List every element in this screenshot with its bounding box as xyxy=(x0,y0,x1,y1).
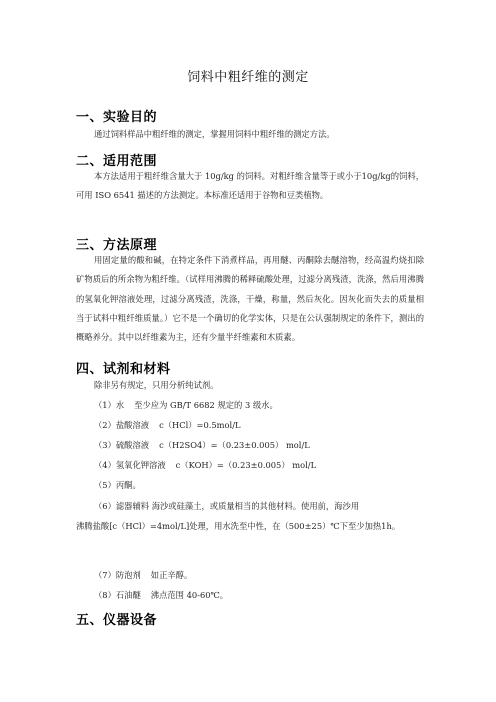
reagent-item xyxy=(94,586,424,605)
page-title: 饲料中粗纤维的测定 xyxy=(187,70,309,85)
section-heading-reagents: 四、试剂和材料 xyxy=(76,362,171,377)
reagent-number: （1）水 xyxy=(94,400,125,410)
section-heading-principle: 三、方法原理 xyxy=(76,238,158,253)
section-heading-equipment: 五、仪器设备 xyxy=(76,613,158,628)
reagent-desc: c（KOH）=（0.23±0.005） mol/L xyxy=(175,460,317,470)
section-heading-scope: 二、适用范围 xyxy=(76,154,158,169)
reagent-number: （8）石油醚 xyxy=(94,590,141,600)
section-heading-purpose: 一、实验目的 xyxy=(76,110,158,125)
reagent-item xyxy=(94,396,424,415)
reagent-item xyxy=(94,566,424,585)
reagent-item xyxy=(94,476,424,495)
section-text-scope: 本方法适用于粗纤维含量大于 10g/kg 的饲料。对粗纤维含量等于或小于10g/kg的饲料，可用 ISO 6541 描述的方法测定。本标准还适用于谷物和豆类植物。 xyxy=(76,171,424,201)
reagent-desc: 至少应为 GB/T 6682 规定的 3 级水。 xyxy=(134,400,278,410)
reagent-number: （2）盐酸溶液 xyxy=(94,420,150,430)
reagent-item-filter-aid-cont: 沸腾盐酸[c（HCl）=4mol/L]处理，用水洗至中性，在（500±25）℃下至少加热1h。 xyxy=(76,521,401,531)
reagent-item xyxy=(94,416,424,435)
reagent-number: （5）丙酮。 xyxy=(94,480,141,490)
reagent-desc: 沸点范围 40-60℃。 xyxy=(150,590,229,600)
reagent-number: （4）氢氧化钾溶液 xyxy=(94,460,166,470)
reagent-item-filter-aid: （6）滤器辅料 海沙或硅藻土，或质量相当的其他材料。使用前，海沙用 xyxy=(94,501,360,511)
section-text-principle: 用固定量的酸和碱，在特定条件下消煮样品，再用醚、丙酮除去醚溶物，经高温灼烧扣除矿物质后的所余物为粗纤维。（试样用沸腾的稀释硫酸处理，过滤分离残渣，洗涤，然后用沸腾的氢氧化钾溶液处理，过滤分离残渣，洗涤，干燥，称量，然后灰化。因灰化而失去的质量相当于试料中粗纤维质量。）它不是一个确切的化学实体，只是在公认强制规定的条件下，测出的概略养分。其中以纤维素为主，还有少量半纤维素和木质素。 xyxy=(76,255,424,343)
reagent-item xyxy=(94,456,424,475)
reagent-number: （7）防泡剂 xyxy=(94,570,141,580)
reagents-intro: 除非另有规定，只用分析纯试剂。 xyxy=(94,380,219,390)
section-text-purpose: 通过饲料样品中粗纤维的测定，掌握用饲料中粗纤维的测定方法。 xyxy=(94,129,335,139)
reagent-desc: 如正辛醇。 xyxy=(150,570,193,580)
reagent-item xyxy=(94,436,424,455)
reagent-desc: c（HCl）=0.5mol/L xyxy=(159,420,241,430)
reagent-desc: c（H2SO4）=（0.23±0.005） mol/L xyxy=(159,440,310,450)
reagent-number: （3）硫酸溶液 xyxy=(94,440,150,450)
